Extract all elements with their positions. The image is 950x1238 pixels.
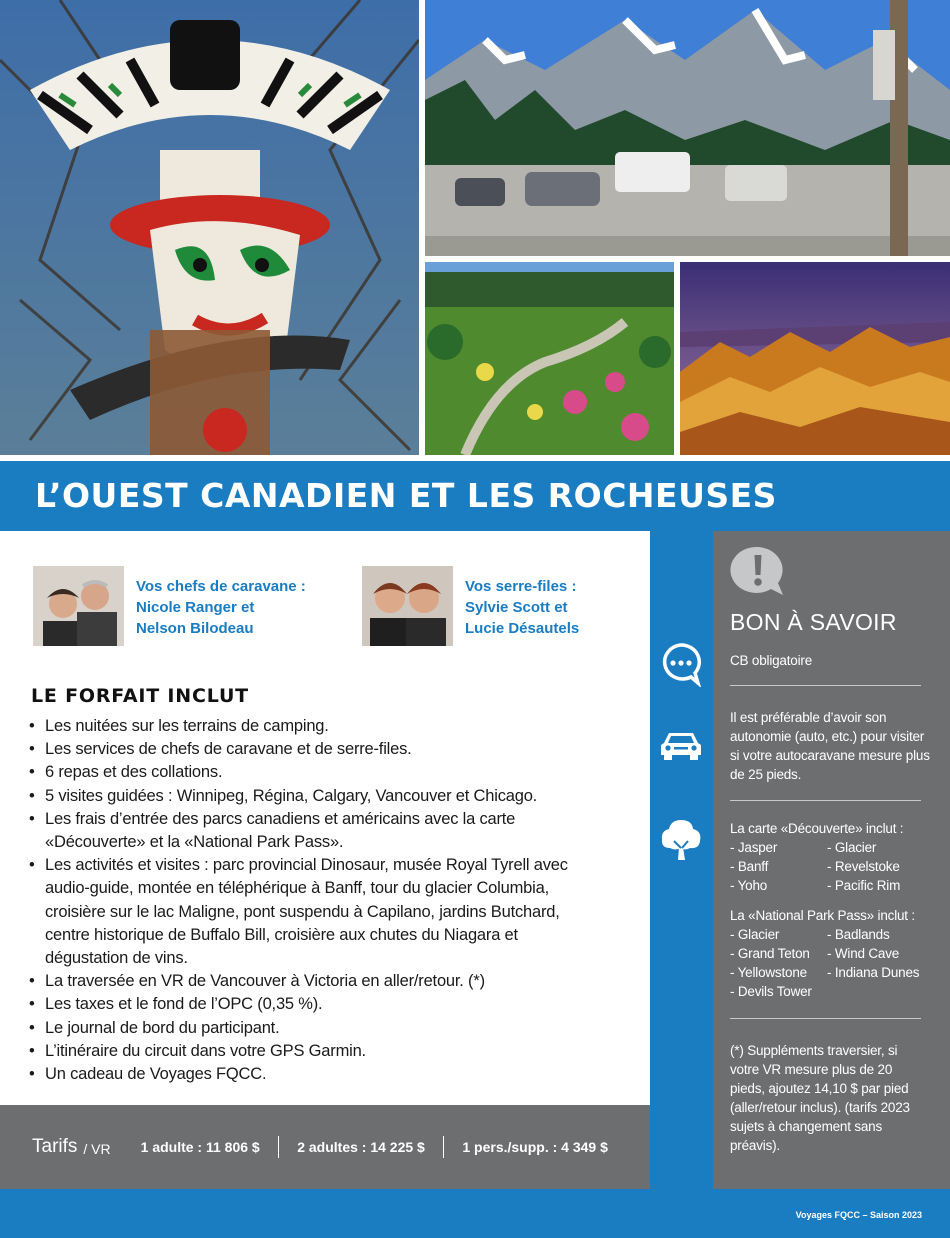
- mountain-parking-photo: [425, 0, 950, 256]
- tree-icon: [658, 817, 704, 863]
- decouverte-park: - Revelstoke: [827, 859, 900, 874]
- npp-title: La «National Park Pass» inclut :: [730, 908, 915, 923]
- serre-files-label: Vos serre-files :: [465, 578, 577, 595]
- exclamation-bubble-icon: [729, 545, 787, 597]
- forfait-item: • Le journal de bord du participant.: [29, 1017, 629, 1040]
- tarif-separator: [443, 1136, 445, 1158]
- garden-photo: [425, 262, 674, 455]
- chefs-caravane-name-1: Nicole Ranger et: [136, 599, 255, 616]
- decouverte-park: - Yoho: [730, 878, 768, 893]
- cb-obligatoire: CB obligatoire: [730, 653, 812, 668]
- forfait-item: • Les frais d’entrée des parcs canadiens et américains avec la carte «Découverte» et la «National Park Pass».: [29, 808, 519, 854]
- divider: [730, 1018, 921, 1019]
- divider: [730, 800, 921, 801]
- divider: [730, 685, 921, 686]
- forfait-item: • La traversée en VR de Vancouver à Victoria en aller/retour. (*): [29, 970, 629, 993]
- forfait-list: [29, 715, 629, 1086]
- bon-a-savoir-panel: [713, 531, 950, 1189]
- tarif-pers-supp: 1 pers./supp. : 4 349 $: [462, 1139, 608, 1155]
- badlands-photo: [680, 262, 950, 455]
- serre-files-name-1: Sylvie Scott et: [465, 599, 568, 616]
- npp-park: - Yellowstone: [730, 965, 807, 980]
- forfait-item: • Les nuitées sur les terrains de camping.: [29, 715, 629, 738]
- forfait-item: • 6 repas et des collations.: [29, 761, 629, 784]
- decouverte-title: La carte «Découverte» inclut :: [730, 821, 904, 836]
- tarifs-label: Tarifs: [32, 1136, 78, 1157]
- chefs-caravane-label: Vos chefs de caravane :: [136, 578, 306, 595]
- tarif-2-adultes: 2 adultes : 14 225 $: [297, 1139, 425, 1155]
- forfait-item: • 5 visites guidées : Winnipeg, Régina, Calgary, Vancouver et Chicago.: [29, 785, 629, 808]
- serre-files-photo: [362, 566, 453, 646]
- footer-text: Voyages FQCC – Saison 2023: [795, 1210, 922, 1220]
- forfait-heading: LE FORFAIT INCLUT: [31, 685, 249, 707]
- tarifs-bar: [0, 1105, 650, 1189]
- page-title: L’OUEST CANADIEN ET LES ROCHEUSES: [35, 476, 777, 515]
- decouverte-park: - Pacific Rim: [827, 878, 901, 893]
- npp-park: - Badlands: [827, 927, 890, 942]
- bon-a-savoir-title: BON À SAVOIR: [730, 609, 897, 635]
- footer: [0, 1189, 950, 1238]
- decouverte-park: - Banff: [730, 859, 769, 874]
- tarifs-unit: / VR: [83, 1140, 111, 1157]
- serre-files-name-2: Lucie Désautels: [465, 620, 580, 637]
- forfait-item: • Les services de chefs de caravane et de serre-files.: [29, 738, 629, 761]
- npp-block: [730, 906, 935, 1001]
- title-banner: [0, 461, 950, 531]
- main-content: [0, 531, 650, 1105]
- forfait-item: • Les activités et visites : parc provincial Dinosaur, musée Royal Tyrell avec audio-guide, montée en téléphérique à Banff, tour du glacier Columbia, croisière sur le lac Maligne, pont suspendu à Capilano, jardins Butchard, centre historique de Buffalo Bill, croisière aux chutes du Niagara et dégustation de vins.: [29, 854, 569, 970]
- car-icon: [658, 721, 704, 767]
- totem-pole-photo: [0, 0, 419, 455]
- npp-park: - Indiana Dunes: [827, 965, 920, 980]
- chefs-caravane: [33, 566, 306, 646]
- forfait-item: • Les taxes et le fond de l’OPC (0,35 %).: [29, 993, 629, 1016]
- npp-park: - Glacier: [730, 927, 780, 942]
- chefs-caravane-name-2: Nelson Bilodeau: [136, 620, 254, 637]
- npp-park: - Devils Tower: [730, 984, 812, 999]
- icon-strip: [650, 531, 713, 1189]
- tarif-1-adulte: 1 adulte : 11 806 $: [140, 1139, 260, 1155]
- chefs-caravane-photo: [33, 566, 124, 646]
- autonomie-note: Il est préférable d’avoir son autonomie (auto, etc.) pour visiter si votre autocaravane mesure plus de 25 pieds.: [730, 710, 930, 782]
- forfait-item: • Un cadeau de Voyages FQCC.: [29, 1063, 629, 1086]
- decouverte-park: - Jasper: [730, 840, 778, 855]
- tarif-separator: [278, 1136, 280, 1158]
- forfait-item: • L’itinéraire du circuit dans votre GPS Garmin.: [29, 1040, 629, 1063]
- decouverte-block: [730, 819, 935, 895]
- npp-park: - Wind Cave: [827, 946, 900, 961]
- decouverte-park: - Glacier: [827, 840, 877, 855]
- chat-bubble-icon: [658, 641, 704, 687]
- supplement-note: (*) Suppléments traversier, si votre VR mesure plus de 20 pieds, ajoutez 14,10 $ par pied (aller/retour inclus). (tarifs 2023 sujets à changement sans préavis).: [730, 1043, 910, 1153]
- serre-files: [362, 566, 579, 646]
- npp-park: - Grand Teton: [730, 946, 810, 961]
